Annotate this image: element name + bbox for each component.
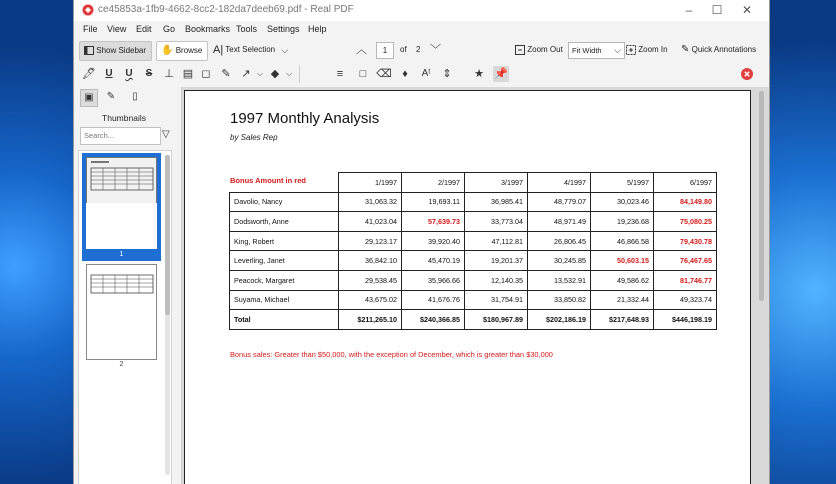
column-header: 3/1997 [465, 173, 528, 193]
column-header: 4/1997 [528, 173, 591, 193]
comment-icon[interactable]: ◻ [201, 68, 211, 80]
value-cell: 36,985.41 [465, 192, 528, 212]
thumbnail-page-1-blank [86, 203, 157, 249]
sidebar-title: Thumbnails [102, 113, 146, 123]
zoom-out-button[interactable] [515, 41, 563, 59]
bonus-value-cell: 76,467.65 [654, 251, 717, 271]
annotation-pen-icon: ✎ [681, 44, 690, 55]
column-header: 5/1997 [591, 173, 654, 193]
zoom-out-label: Zoom Out [527, 45, 563, 54]
thumbnail-scrollbar[interactable] [165, 155, 170, 475]
underline-icon[interactable]: U [105, 68, 113, 79]
browse-label: Browse [175, 46, 203, 56]
close-button[interactable]: ✕ [741, 3, 753, 17]
sales-table [229, 172, 717, 330]
value-cell: 35,966.66 [402, 270, 465, 290]
maximize-button[interactable]: ☐ [711, 3, 723, 17]
value-cell: 47,112.81 [465, 231, 528, 251]
next-page-button[interactable] [430, 41, 441, 59]
chevron-down-icon: ⌵ [281, 45, 289, 55]
value-cell: 19,236.68 [591, 212, 654, 232]
chevron-up-icon: ︿ [356, 44, 367, 56]
pdf-page [184, 90, 751, 484]
total-value-cell: $446,198.19 [654, 310, 717, 330]
rep-name-cell: Peacock, Margaret [230, 270, 339, 290]
rep-name-cell: Dodsworth, Anne [230, 212, 339, 232]
document-subtitle: by Sales Rep [230, 133, 278, 142]
chevron-down-icon: ⌵ [614, 45, 621, 55]
table-row [230, 231, 717, 251]
quick-annotations-button[interactable] [681, 41, 756, 59]
bonus-value-cell: 79,430.78 [654, 231, 717, 251]
show-sidebar-button[interactable] [79, 41, 152, 61]
squiggly-icon[interactable]: U [125, 68, 133, 79]
document-viewer [182, 87, 769, 484]
value-cell: 19,693.11 [402, 192, 465, 212]
menu-bar [74, 21, 769, 38]
thumbnail-list [78, 150, 172, 484]
column-header: 1/1997 [339, 173, 402, 193]
rep-name-cell: Leverling, Janet [230, 251, 339, 271]
text-selection-button[interactable] [213, 41, 288, 59]
menu-bookmarks[interactable]: Bookmarks [185, 24, 231, 34]
fill-icon[interactable]: ♦ [402, 68, 408, 80]
spacing-icon[interactable]: ⇕ [442, 68, 452, 80]
sidebar-panel [74, 87, 182, 484]
bonus-value-cell: 81,746.77 [654, 270, 717, 290]
thumbnail-scrollbar-thumb[interactable] [165, 155, 170, 315]
value-cell: 30,023.46 [591, 192, 654, 212]
value-cell: 33,773.04 [465, 212, 528, 232]
annotation-pen-icon[interactable]: ✎ [106, 91, 116, 102]
value-cell: 19,201.37 [465, 251, 528, 271]
pin-icon[interactable]: 📌 [494, 68, 508, 80]
bonus-value-cell: 50,603.15 [591, 251, 654, 271]
value-cell: 29,123.17 [339, 231, 402, 251]
bonus-value-cell: 57,639.73 [402, 212, 465, 232]
toolbar-divider [299, 65, 300, 83]
text-cursor-icon: A| [213, 44, 224, 56]
value-cell: 36,842.10 [339, 251, 402, 271]
desktop-background-right [768, 0, 836, 484]
zoom-in-button[interactable] [626, 41, 668, 59]
minimize-button[interactable]: – [685, 3, 693, 17]
thumbnail-page-2-table-preview [87, 265, 156, 305]
previous-page-button[interactable] [356, 41, 367, 59]
total-value-cell: $217,648.93 [591, 310, 654, 330]
close-circle-icon[interactable] [741, 68, 753, 80]
value-cell: 45,470.19 [402, 251, 465, 271]
highlighter-icon[interactable]: 🖊 [82, 68, 96, 80]
bookmarks-icon[interactable]: ▯ [132, 91, 138, 102]
menu-file[interactable]: File [83, 24, 98, 34]
table-row [230, 192, 717, 212]
table-row [230, 251, 717, 271]
value-cell: 48,779.07 [528, 192, 591, 212]
value-cell: 43,675.02 [339, 290, 402, 310]
value-cell: 21,332.44 [591, 290, 654, 310]
browse-button[interactable] [156, 41, 208, 61]
text-selection-label: Text Selection [225, 45, 276, 55]
thumbnail-page-1-preview [86, 157, 157, 204]
table-row [230, 270, 717, 290]
eraser-icon[interactable]: ⌫ [376, 68, 392, 80]
value-cell: 31,754.91 [465, 290, 528, 310]
hand-icon: ✋ [161, 45, 174, 56]
total-value-cell: $180,967.89 [465, 310, 528, 330]
bonus-footnote: Bonus sales: Greater than $50,000, with the exception of December, which is greater than $30,000 [230, 350, 553, 359]
pencil-icon[interactable]: ✎ [221, 68, 231, 80]
value-cell: 31,063.32 [339, 192, 402, 212]
thumbnail-page-1-number: 1 [119, 251, 124, 258]
total-value-cell: $211,265.10 [339, 310, 402, 330]
value-cell: 46,866.58 [591, 231, 654, 251]
value-cell: 13,532.91 [528, 270, 591, 290]
chevron-down-icon: ﹀ [430, 44, 441, 56]
insert-text-icon[interactable]: ⊥ [164, 68, 174, 80]
menu-tools[interactable]: Tools [236, 24, 258, 34]
value-cell: 41,676.76 [402, 290, 465, 310]
value-cell: 29,538.45 [339, 270, 402, 290]
total-value-cell: $202,186.19 [528, 310, 591, 330]
app-window [73, 0, 770, 484]
menu-settings[interactable]: Settings [267, 24, 300, 34]
filter-icon[interactable]: ▽ [162, 129, 170, 140]
bonus-value-cell: 84,149.80 [654, 192, 717, 212]
app-logo-icon [82, 4, 94, 16]
page-number-input[interactable]: 1 [376, 42, 394, 59]
total-label-cell: Total [230, 310, 339, 330]
zoom-level-select[interactable] [568, 42, 625, 59]
desktop-background-left [0, 0, 73, 484]
value-cell: 49,323.74 [654, 290, 717, 310]
page-of-label: of [400, 45, 407, 54]
window-title: ce45853a-1fb9-4662-8cc2-182da7deeb69.pdf - Real PDF [98, 4, 354, 15]
bonus-value-cell: 75,080.25 [654, 212, 717, 232]
zoom-out-icon [515, 45, 525, 55]
total-value-cell: $240,366.85 [402, 310, 465, 330]
table-row [230, 212, 717, 232]
stamp-icon[interactable]: ◆ [270, 68, 280, 80]
value-cell: 30,245.85 [528, 251, 591, 271]
value-cell: 26,806.45 [528, 231, 591, 251]
thumbnails-icon[interactable]: ▣ [80, 89, 98, 107]
column-header: 6/1997 [654, 173, 717, 193]
rep-name-cell: King, Robert [230, 231, 339, 251]
zoom-in-icon [626, 45, 636, 55]
bonus-legend: Bonus Amount in red [230, 176, 306, 185]
thumbnail-search-input[interactable]: Search... [80, 127, 161, 145]
menu-view[interactable]: View [107, 24, 127, 34]
value-cell: 48,971.49 [528, 212, 591, 232]
show-sidebar-label: Show Sidebar [96, 46, 147, 55]
note-icon[interactable]: ▤ [182, 68, 194, 80]
thumbnail-page-2[interactable] [86, 264, 157, 360]
value-cell: 12,140.35 [465, 270, 528, 290]
rectangle-icon[interactable]: □ [359, 68, 367, 80]
star-icon[interactable]: ★ [474, 68, 484, 80]
rep-name-cell: Davolio, Nancy [230, 192, 339, 212]
menu-edit[interactable]: Edit [136, 24, 152, 34]
lines-icon[interactable]: ≡ [336, 68, 344, 80]
page-total: 2 [416, 45, 421, 54]
zoom-in-label: Zoom In [638, 45, 668, 54]
strikeout-icon[interactable]: S [145, 68, 153, 79]
thumbnail-table-preview [87, 158, 156, 203]
menu-help[interactable]: Help [308, 24, 327, 34]
main-toolbar [74, 38, 769, 62]
rep-name-cell: Suyama, Michael [230, 290, 339, 310]
table-row [230, 290, 717, 310]
thumbnail-page-1[interactable] [82, 153, 161, 261]
total-row [230, 310, 717, 330]
text-size-icon[interactable]: Aᵗ [421, 68, 431, 79]
sidebar-icon [84, 46, 94, 55]
value-cell: 39,920.40 [402, 231, 465, 251]
arrow-icon[interactable]: ↗ [241, 68, 251, 80]
value-cell: 33,850.82 [528, 290, 591, 310]
quick-annotations-label: Quick Annotations [691, 45, 757, 55]
title-bar [74, 0, 769, 21]
document-title: 1997 Monthly Analysis [230, 110, 380, 127]
chevron-down-icon[interactable]: ⌵ [285, 69, 293, 78]
thumbnail-page-2-number: 2 [119, 361, 124, 368]
chevron-down-icon[interactable]: ⌵ [256, 69, 264, 78]
zoom-level-value: Fit Width [572, 46, 602, 55]
column-header: 2/1997 [402, 173, 465, 193]
document-scrollbar[interactable] [759, 91, 764, 301]
menu-go[interactable]: Go [163, 24, 176, 34]
value-cell: 49,586.62 [591, 270, 654, 290]
value-cell: 41,023.04 [339, 212, 402, 232]
